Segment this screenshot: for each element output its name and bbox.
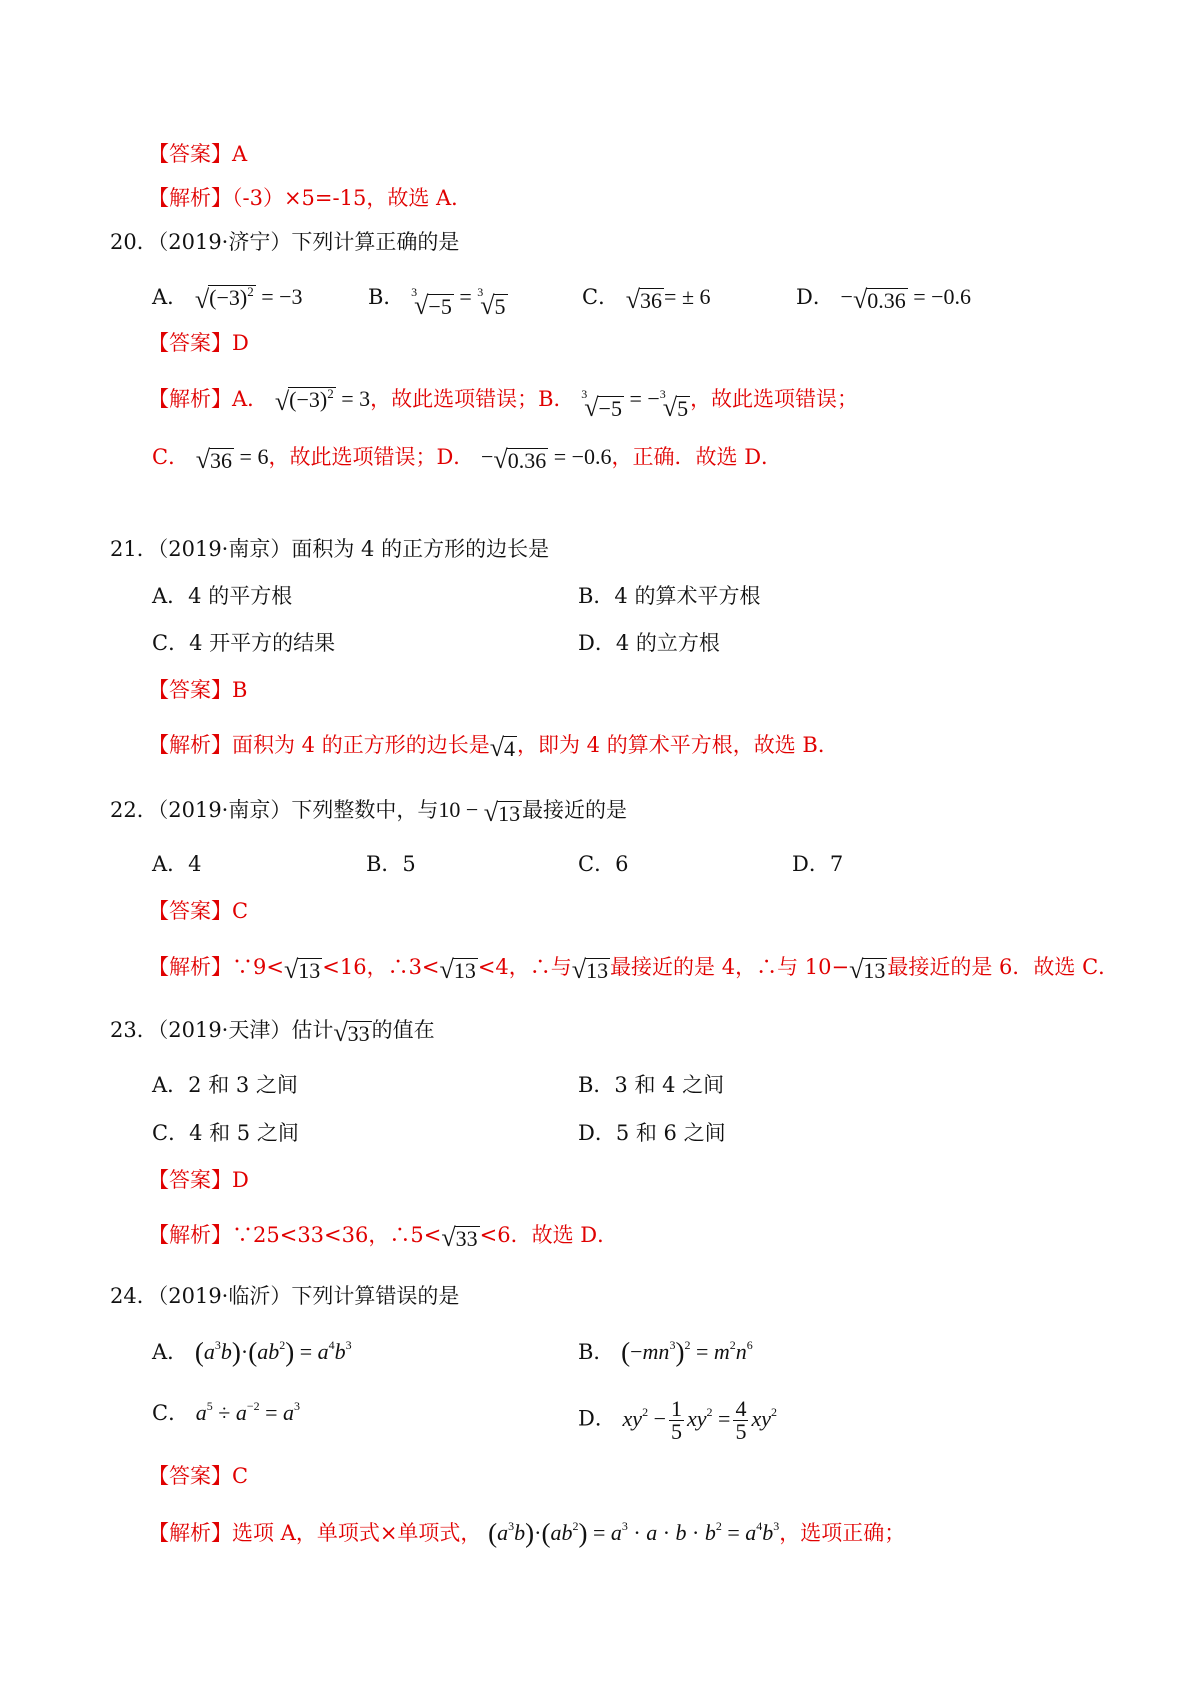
q23-option-b: B．3 和 4 之间 xyxy=(578,1073,725,1097)
analysis-tag: 【解析】 xyxy=(148,733,232,757)
q21-option-a: A．4 的平方根 xyxy=(152,584,293,608)
q22-option-c: C．6 xyxy=(578,852,629,876)
q20-analysis-line2: C． √ 36 = 6，故此选项错误；D． − √ 0.36 = −0.6，正确．故选 D． xyxy=(152,444,783,474)
q23-analysis: 【解析】∵25<33<36，∴5< √ 33 <6．故选 D． xyxy=(148,1223,619,1252)
question-source: （2019·南京） xyxy=(157,537,292,561)
analysis-tag: 【解析】 xyxy=(148,1223,232,1247)
q22-option-d: D．7 xyxy=(792,852,844,876)
q22-option-a: A．4 xyxy=(152,852,202,876)
q23-option-d: D．5 和 6 之间 xyxy=(578,1121,726,1145)
analysis-tag: 【解析】 xyxy=(148,186,232,210)
q19-analysis xyxy=(148,183,472,213)
q20-option-a-formula: √ $(-3)^2$ = −3 xyxy=(194,284,303,314)
q20-option-c: C． √ 36 = ± 6 xyxy=(582,284,711,314)
q24-option-d: D． $xy^2$ − $\frac{1}{5}$ $xy^2$ = $\frac{4}{5}$ $xy^2$ xyxy=(578,1396,777,1444)
q24-option-b: B． $(-mn^3)^2 = m^2n^6$ xyxy=(578,1337,753,1367)
q22-stem: 22．（2019·南京）下列整数中，与10 − √ 13 最接近的是 xyxy=(110,797,628,827)
q22-option-b: B．5 xyxy=(366,852,416,876)
q20-answer xyxy=(148,328,249,358)
q24-option-a-formula: $(a^3b)\cdot(ab^2) = a^4b^3$ xyxy=(194,1337,352,1367)
q20-option-b: B． 3 √ −5 = 3 √ 5 xyxy=(368,284,506,320)
q20-analysis-line1: 【解析】A． √ $(-3)^2$ = 3，故此选项错误；B． 3 √ −5 = − 3 √ 5 ，故此选项错误； xyxy=(148,386,859,422)
question-text: 下列计算正确的是 xyxy=(291,230,460,254)
q24-option-a: A． $(a^3b)\cdot(ab^2) = a^4b^3$ xyxy=(152,1337,352,1367)
answer-value: D xyxy=(232,1168,249,1192)
answer-value: C xyxy=(232,899,249,923)
q23-answer xyxy=(148,1165,249,1195)
question-text: 面积为 4 的正方形的边长是 xyxy=(291,537,550,561)
q23-stem: 23．（2019·天津）估计 √ 33 的值在 xyxy=(110,1018,435,1047)
q21-answer xyxy=(148,675,247,705)
question-source: （2019·济宁） xyxy=(157,230,292,254)
answer-value: A xyxy=(232,142,248,166)
q21-option-b: B．4 的算术平方根 xyxy=(578,584,761,608)
answer-tag: 【答案】 xyxy=(148,142,232,166)
answer-tag: 【答案】 xyxy=(148,1168,232,1192)
analysis-tag: 【解析】 xyxy=(148,1521,232,1545)
q23-option-a: A．2 和 3 之间 xyxy=(152,1073,298,1097)
answer-value: D xyxy=(232,331,249,355)
answer-tag: 【答案】 xyxy=(148,331,232,355)
analysis-tag: 【解析】 xyxy=(148,955,232,979)
q20-option-a: A． √ $(-3)^2$ = −3 xyxy=(152,284,303,314)
answer-tag: 【答案】 xyxy=(148,678,232,702)
answer-tag: 【答案】 xyxy=(148,1464,232,1488)
q21-option-d: D．4 的立方根 xyxy=(578,631,720,655)
q21-stem xyxy=(110,534,549,564)
answer-value: B xyxy=(232,678,248,702)
q20-option-d-formula: − √ 0.36 = −0.6 xyxy=(840,284,972,314)
question-number: 23． xyxy=(110,1018,158,1042)
question-number: 24． xyxy=(110,1284,158,1308)
q24-answer xyxy=(148,1461,248,1491)
question-text: 下列计算错误的是 xyxy=(291,1284,460,1308)
q24-option-c-formula: $a^5 \div a^{-2} = a^3$ xyxy=(195,1399,301,1425)
answer-value: C xyxy=(232,1464,249,1488)
question-number: 22． xyxy=(110,798,158,822)
q24-analysis: 【解析】选项 A，单项式×单项式， $(a^3b)\cdot(ab^2) = a^3 \cdot a \cdot b \cdot b^2 = a^4b^3$，选项正确； xyxy=(148,1518,906,1548)
q24-option-b-formula: $(-mn^3)^2 = m^2n^6$ xyxy=(621,1337,753,1367)
analysis-text: （-3）×5=-15，故选 A． xyxy=(232,186,473,210)
q21-analysis: 【解析】面积为 4 的正方形的边长是 √ 4 ，即为 4 的算术平方根，故选 B． xyxy=(148,733,839,762)
q22-analysis: 【解析】∵9< √ 13 <16，∴3< √ 13 <4，∴与 √ 13 最接近的是 4，∴与 10− √ 13 最接近的是 6．故选 C． xyxy=(148,955,1120,984)
answer-tag: 【答案】 xyxy=(148,899,232,923)
q19-answer xyxy=(148,139,247,169)
question-number: 20． xyxy=(110,230,158,254)
question-number: 21． xyxy=(110,537,158,561)
q24-stem xyxy=(110,1281,459,1311)
q23-option-c: C．4 和 5 之间 xyxy=(152,1121,299,1145)
analysis-tag: 【解析】 xyxy=(148,387,232,411)
q20-stem xyxy=(110,227,459,257)
q24-option-d-formula: $xy^2$ − $\frac{1}{5}$ $xy^2$ = $\frac{4}{5}$ $xy^2$ xyxy=(622,1396,777,1444)
question-source: （2019·天津） xyxy=(157,1018,292,1042)
q22-answer xyxy=(148,896,248,926)
q24-option-c: C． $a^5 \div a^{-2} = a^3$ xyxy=(152,1399,301,1425)
q20-option-c-formula: √ 36 = ± 6 xyxy=(625,284,711,314)
q20-option-b-formula: 3 √ −5 = 3 √ 5 xyxy=(411,284,506,320)
question-source: （2019·临沂） xyxy=(157,1284,292,1308)
question-source: （2019·南京） xyxy=(157,798,292,822)
q20-option-d: D． − √ 0.36 = −0.6 xyxy=(796,284,972,314)
q21-option-c: C．4 开平方的结果 xyxy=(152,631,336,655)
